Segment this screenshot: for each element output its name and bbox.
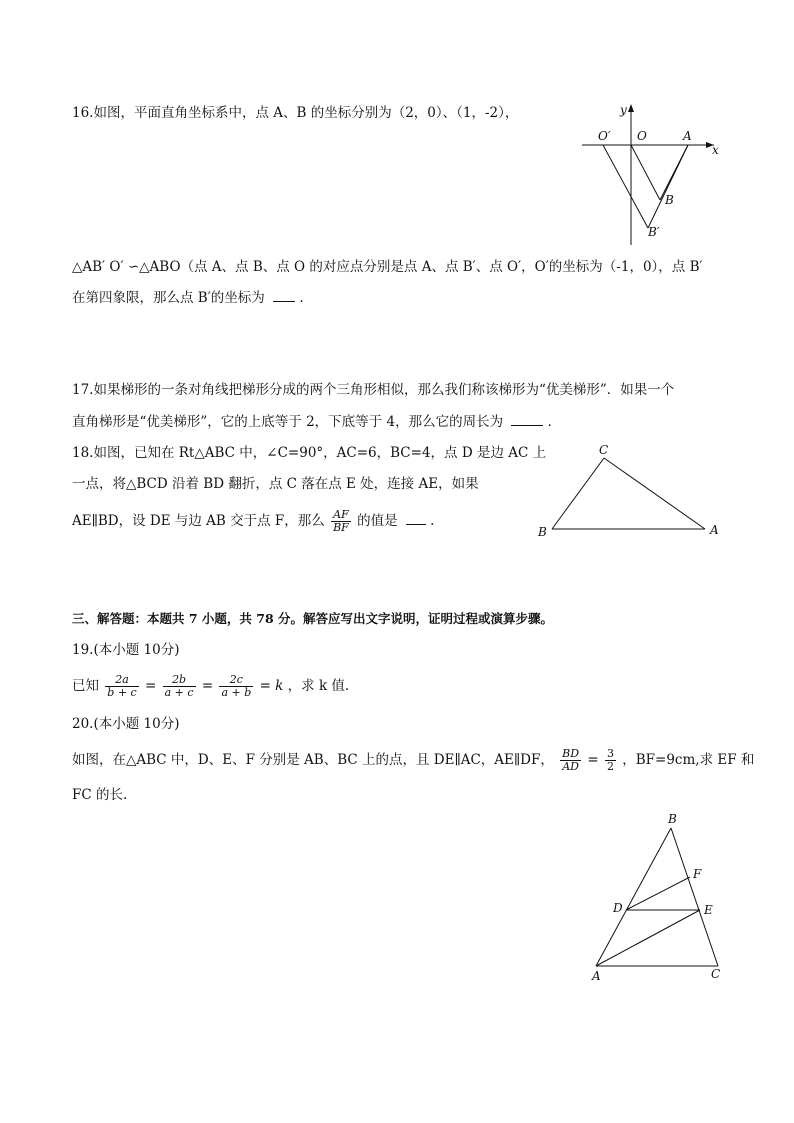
q19-suffix: ，求 k 值. xyxy=(287,678,350,694)
q20-label-E: E xyxy=(704,903,713,917)
q16-label-x: x xyxy=(712,143,719,157)
q18-label-C: C xyxy=(599,443,609,457)
q20-line2: FC 的长. xyxy=(72,787,128,803)
q16-line2: △AB′ O′ ∽△ABO（点 A、点 B、点 O 的对应点分别是点 A、点 B′、点 O′，O′的坐标为（-1，0），点 B′ xyxy=(72,259,703,275)
q20-label-B: B xyxy=(668,812,677,826)
q18-frac-num: AF xyxy=(331,509,351,522)
q19-f2-den: a + c xyxy=(164,686,194,699)
section3-title: 三、解答题：本题共 7 小题，共 78 分。解答应写出文字说明，证明过程或演算步骤。 xyxy=(72,611,554,626)
q19-f3-den: a + b xyxy=(221,686,252,699)
q17-line1: 17.如果梯形的一条对角线把梯形分成的两个三角形相似，那么我们称该梯形为“优美梯形”．如果一个 xyxy=(72,382,675,398)
q19-eq2: = xyxy=(201,678,214,694)
q19-f2-num: 2b xyxy=(163,674,196,687)
q16-label-y: y xyxy=(620,103,627,117)
q16-label-B: B xyxy=(665,193,674,207)
q16-label-O: O xyxy=(637,129,647,143)
q19-prefix: 已知 xyxy=(72,678,99,694)
q20-eq: = xyxy=(587,752,599,768)
q19-f1-den: b + c xyxy=(107,686,137,699)
q20-frac2-den: 2 xyxy=(606,760,614,773)
q18-frac-den: BF xyxy=(333,521,349,534)
q16-line1: 16.如图，平面直角坐标系中，点 A、B 的坐标分别为（2，0）、（1，-2）， xyxy=(72,105,519,121)
q20-seg-BC xyxy=(671,828,718,966)
q16-label-Bprime: B′ xyxy=(648,225,660,239)
q18-line2: 一点，将△BCD 沿着 BD 翻折，点 C 落在点 E 处，连接 AE，如果 xyxy=(72,476,479,492)
q20-label-A: A xyxy=(592,969,601,983)
q19-eq1: = xyxy=(145,678,157,694)
q19-f1-num: 2a xyxy=(105,674,138,687)
q17-line2-end: ． xyxy=(547,414,562,430)
q20-label-C: C xyxy=(711,967,721,981)
q20-frac-den: AD xyxy=(562,760,579,773)
q18-line3-b: 的值是 xyxy=(357,513,398,529)
q18-line3-end: . xyxy=(430,513,435,529)
q18-line1: 18.如图，已知在 Rt△ABC 中，∠C=90°，AC=6，BC=4，点 D 是边 AC 上 xyxy=(72,445,547,461)
q20-label-D: D xyxy=(613,901,623,915)
q19-eq3: = k xyxy=(259,678,284,694)
q20-frac-num: BD xyxy=(562,747,580,760)
q16-line3-end: . xyxy=(299,290,304,306)
q20-line1-b: ，BF=9cm,求 EF 和 xyxy=(622,752,755,768)
q18-label-A: A xyxy=(710,523,719,537)
q20-label-F: F xyxy=(693,867,702,881)
q16-line3-text: 在第四象限，那么点 B′的坐标为 xyxy=(72,290,265,306)
q20-line1-a: 如图，在△ABC 中，D、E、F 分别是 AB、BC 上的点，且 DE∥AC，AE∥DF， xyxy=(72,752,554,768)
q20-header: 20.(本小题 10分) xyxy=(72,716,180,732)
q18-line3-a: AE∥BD，设 DE 与边 AB 交于点 F，那么 xyxy=(72,513,325,529)
q19-header: 19.(本小题 10分) xyxy=(72,642,180,658)
q18-label-B: B xyxy=(538,525,547,539)
q16-label-Oprime: O′ xyxy=(598,129,611,143)
q19-f3-num: 2c xyxy=(219,674,253,687)
q20-frac2-num: 3 xyxy=(606,747,614,760)
q17-line2-text: 直角梯形是“优美梯形”，它的上底等于 2，下底等于 4，那么它的周长为 xyxy=(72,414,504,430)
q16-label-A: A xyxy=(683,129,692,143)
